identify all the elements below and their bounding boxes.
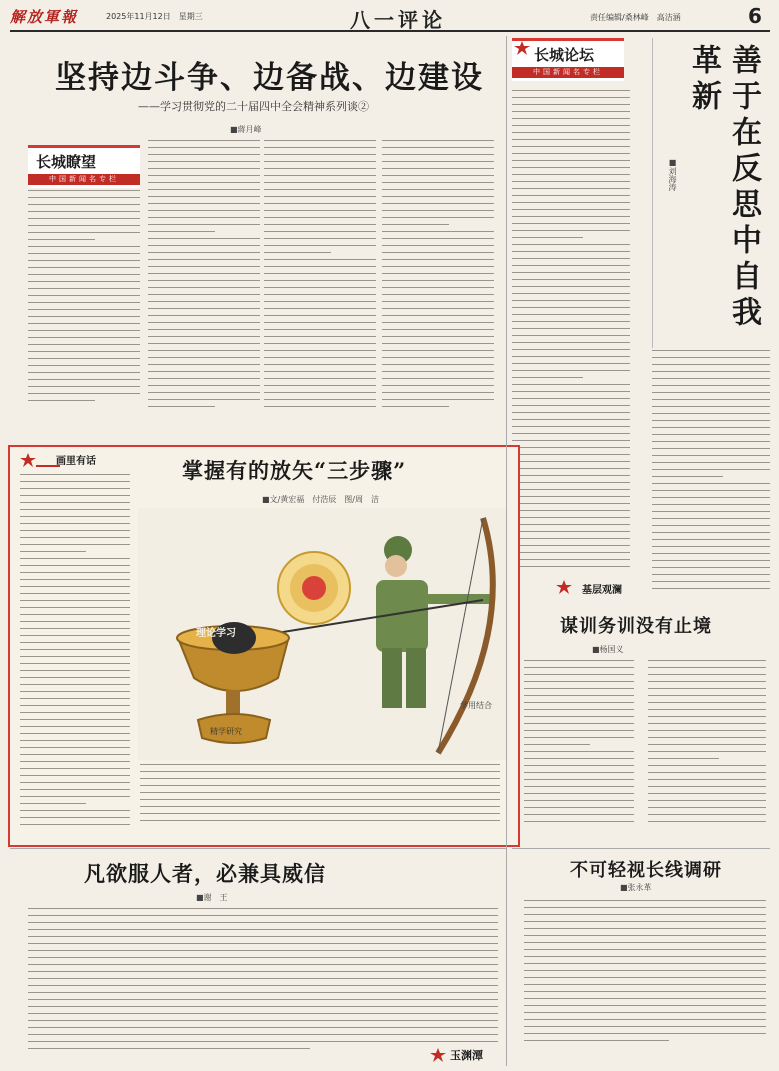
feature-illustration <box>138 508 508 760</box>
grassroots-col-1 <box>524 660 634 830</box>
star-icon <box>514 40 530 59</box>
right-feature-col <box>652 350 770 595</box>
feature-tag-icon <box>20 451 60 475</box>
cup-bottom-label: 精学研究 <box>210 727 242 736</box>
lead-article-byline: ■蔣月峰 <box>230 125 262 134</box>
issue-date: 2025年11月12日 星期三 <box>106 12 203 21</box>
right-feature-title: 善于在反思中自我革新 <box>686 44 761 332</box>
column-title: 长城瞭望 <box>36 153 97 171</box>
forum-subtitle: 中国新闻名专栏 <box>512 67 624 78</box>
grassroots-col-2 <box>648 660 766 830</box>
page-number: 6 <box>748 4 762 28</box>
bottom-left-byline: ■谢 王 <box>196 893 228 902</box>
lead-article-col-1 <box>28 190 140 440</box>
bottom-right-byline: ■张永革 <box>620 883 652 892</box>
lead-article-col-4 <box>382 140 494 440</box>
column-divider <box>506 36 507 1066</box>
column-banner-view <box>28 145 140 188</box>
bottom-right-body <box>524 900 766 1064</box>
lead-article-col-3 <box>264 140 376 440</box>
right-feature <box>652 38 771 348</box>
bottom-left-title: 凡欲服人者，必兼具威信 <box>84 861 326 886</box>
lead-article-col-2 <box>148 140 260 440</box>
bottom-left-body <box>28 908 498 1064</box>
section-title: 八一评论 <box>350 8 446 32</box>
feature-col-1 <box>20 474 130 834</box>
feature-tag: 画里有话 <box>56 456 96 467</box>
grassroots-header <box>556 580 764 598</box>
section-divider <box>10 848 506 849</box>
masthead <box>10 4 770 32</box>
bottom-right-title: 不可轻视长线调研 <box>570 860 722 881</box>
editors: 责任编辑/桑林峰 高洁涵 <box>590 13 681 22</box>
cup-label: 理论学习 <box>196 628 236 639</box>
feature-body <box>140 764 500 836</box>
section-divider-right <box>512 848 770 849</box>
right-feature-byline: ■刘海涛 <box>668 158 677 191</box>
yuyuan-star-icon <box>430 1048 446 1062</box>
grassroots-tag: 基层观澜 <box>582 585 622 596</box>
column-subtitle: 中国新闻名专栏 <box>28 174 140 185</box>
grassroots-star-icon <box>556 580 580 596</box>
feature-credit: ■文/黄宏福 付浩辰 图/周 洁 <box>262 495 379 504</box>
bow-label: 学用结合 <box>460 701 492 710</box>
paper-name: 解放軍報 <box>10 8 79 26</box>
yuyuan-title: 玉渊潭 <box>450 1049 483 1062</box>
forum-title: 长城论坛 <box>534 46 595 64</box>
lead-article-title: 坚持边斗争、边备战、边建设 <box>55 60 484 96</box>
grassroots-byline: ■杨国义 <box>592 645 624 654</box>
grassroots-title: 谋训务训没有止境 <box>560 616 712 637</box>
feature-title: 掌握有的放矢“三步骤” <box>182 458 407 483</box>
forum-col-1 <box>512 90 630 595</box>
lead-article-subtitle: ——学习贯彻党的二十届四中全会精神系列谈② <box>138 100 369 113</box>
